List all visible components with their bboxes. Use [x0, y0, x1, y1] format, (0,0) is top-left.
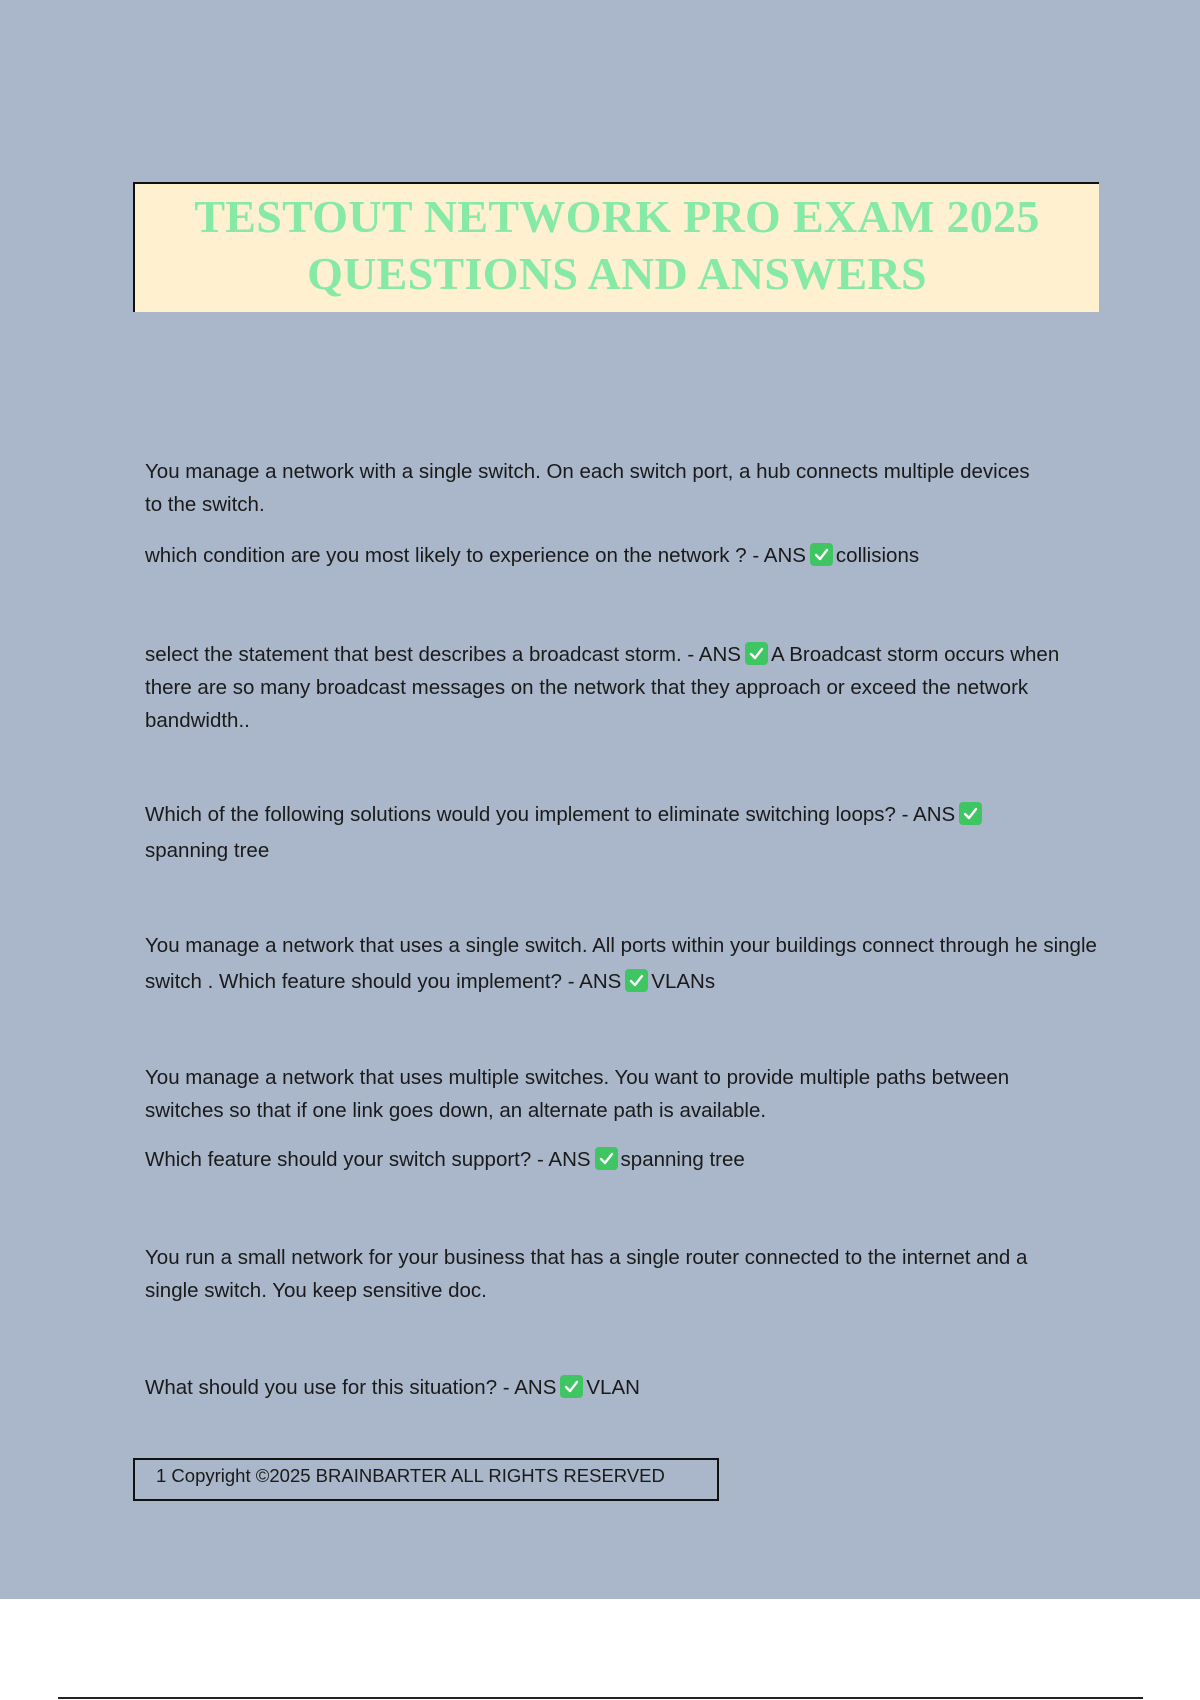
question-1 — [145, 539, 1095, 572]
question-6 — [145, 1371, 1095, 1404]
answer-1: collisions — [835, 544, 920, 567]
question-3 — [145, 797, 1025, 869]
check-mark-icon — [595, 1147, 618, 1170]
check-mark-icon — [560, 1375, 583, 1398]
check-mark-icon — [625, 969, 648, 992]
answer-marker: ANS — [698, 643, 741, 666]
answer-3: spanning tree — [145, 839, 270, 862]
question-5-text: Which feature should your switch support? - — [145, 1148, 544, 1171]
answer-marker: ANS — [579, 970, 622, 993]
answer-4: VLANs — [651, 970, 716, 993]
answer-marker: ANS — [763, 544, 806, 567]
answer-marker: ANS — [514, 1376, 557, 1399]
answer-marker: ANS — [913, 803, 956, 826]
question-4 — [145, 928, 1105, 1000]
copyright-footer: 1 Copyright ©2025 BRAINBARTER ALL RIGHTS RESERVED — [133, 1458, 719, 1501]
title-banner — [133, 182, 1099, 312]
title-line-2: QUESTIONS AND ANSWERS — [307, 248, 927, 299]
title-line-1: TESTOUT NETWORK PRO EXAM 2025 — [194, 191, 1040, 242]
question-3-text: Which of the following solutions would you implement to eliminate switching loops? - — [145, 803, 909, 826]
check-mark-icon — [959, 802, 982, 825]
answer-2: A Broadcast storm occurs when there are so many broadcast messages on the network that they approach or exceed the network bandwidth.. — [145, 643, 1060, 732]
check-mark-icon — [745, 642, 768, 665]
question-5-intro: You manage a network that uses multiple switches. You want to provide multiple paths between switches so that if one link goes down, an alternate path is available. — [145, 1066, 1010, 1122]
page-divider — [58, 1697, 1143, 1699]
question-2 — [145, 638, 1090, 737]
question-6-text: What should you use for this situation? - — [145, 1376, 510, 1399]
answer-6: VLAN — [586, 1376, 640, 1399]
answer-5: spanning tree — [620, 1148, 745, 1171]
question-6-intro: You run a small network for your business that has a single router connected to the internet and a single switch. You keep sensitive doc. — [145, 1246, 1028, 1302]
answer-marker: ANS — [548, 1148, 591, 1171]
question-4-text: You manage a network that uses a single switch. All ports within your buildings connect through he single switch . Which feature should you implement? - — [145, 934, 1097, 993]
question-2-text: select the statement that best describes a broadcast storm. - — [145, 643, 695, 666]
check-mark-icon — [810, 543, 833, 566]
question-5 — [145, 1143, 1095, 1176]
question-1-intro: You manage a network with a single switch. On each switch port, a hub connects multiple devices to the switch. — [145, 460, 1030, 516]
question-1-text: which condition are you most likely to experience on the network ? - — [145, 544, 760, 567]
